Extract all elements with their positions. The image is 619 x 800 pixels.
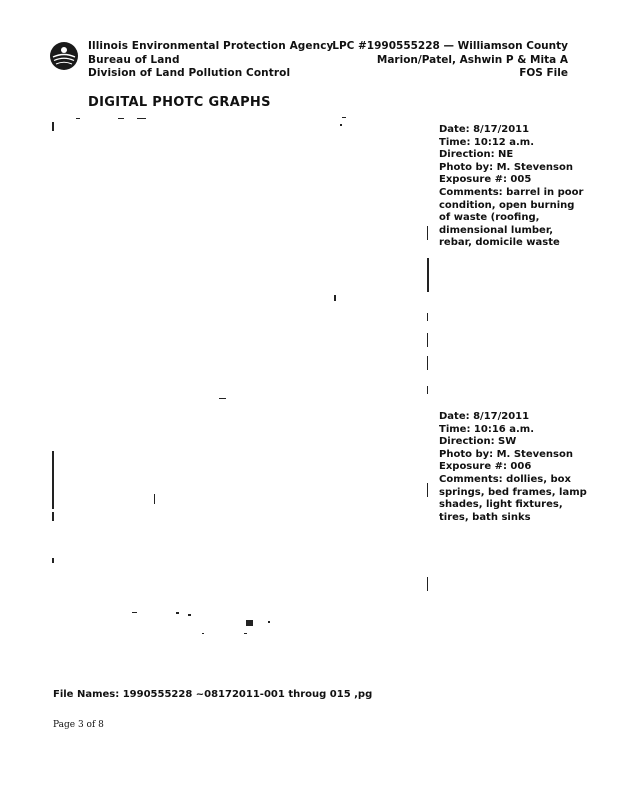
page-title: DIGITAL PHOTC GRAPHS	[88, 95, 271, 110]
scan-artifact	[188, 614, 191, 616]
scan-artifact	[427, 356, 428, 370]
photo-1-exposure: Exposure #: 005	[439, 174, 532, 186]
photo-2-comments: Comments: dollies, box springs, bed frames, lamp shades, light fixtures, tires, bath sinks	[439, 473, 587, 523]
photo-2-direction: Direction: SW	[439, 436, 517, 448]
scan-artifact	[137, 118, 146, 119]
scan-artifact	[340, 124, 342, 126]
photo-2-caption	[439, 411, 589, 524]
agency-header	[88, 40, 333, 81]
scan-artifact	[334, 295, 336, 301]
scan-artifact	[268, 621, 270, 623]
scan-artifact	[118, 118, 124, 119]
scan-artifact	[52, 558, 54, 563]
scan-artifact	[427, 577, 428, 591]
scan-artifact	[52, 451, 54, 509]
photo-2-time: Time: 10:16 a.m.	[439, 423, 535, 435]
photo-1-direction: Direction: NE	[439, 149, 514, 161]
scan-artifact	[427, 333, 428, 347]
photo-1-photographer: Photo by: M. Stevenson	[439, 161, 573, 173]
scan-artifact	[202, 633, 204, 634]
photo-1-area	[50, 115, 430, 400]
scan-artifact	[427, 258, 429, 292]
bureau-name: Bureau of Land	[88, 53, 180, 66]
photo-1-time: Time: 10:12 a.m.	[439, 136, 535, 148]
scan-artifact	[246, 620, 253, 626]
scan-artifact	[52, 122, 54, 131]
agency-name: Illinois Environmental Protection Agency	[88, 40, 334, 52]
scan-artifact	[427, 226, 428, 240]
scan-artifact	[342, 117, 346, 118]
file-type: FOS File	[519, 67, 568, 79]
scan-artifact	[427, 483, 428, 497]
file-names: File Names: 1990555228 ~08172011-001 throug 015 ,pg	[53, 689, 373, 700]
scan-artifact	[244, 633, 247, 634]
scan-artifact	[427, 313, 428, 321]
scan-artifact	[132, 612, 137, 613]
scan-artifact	[76, 118, 80, 119]
photo-2-area	[50, 405, 430, 645]
scan-artifact	[176, 612, 179, 614]
agency-logo-icon	[49, 41, 79, 71]
scan-artifact	[219, 398, 226, 399]
photo-2-exposure: Exposure #: 006	[439, 461, 532, 473]
photo-1-caption	[439, 124, 589, 250]
site-header	[332, 40, 568, 81]
lpc-number: LPC #1990555228 — Williamson County	[332, 40, 568, 52]
page-number: Page 3 of 8	[53, 720, 104, 730]
site-name: Marion/Patel, Ashwin P & Mita A	[376, 53, 568, 66]
scan-artifact	[154, 494, 155, 504]
photo-2-photographer: Photo by: M. Stevenson	[439, 448, 573, 460]
division-name: Division of Land Pollution Control	[88, 67, 291, 79]
scan-artifact	[52, 512, 54, 521]
scan-artifact	[427, 386, 428, 394]
photo-1-comments: Comments: barrel in poor condition, open burning of waste (roofing, dimensional lumber, rebar, domicile waste	[439, 186, 584, 249]
photo-2-date: Date: 8/17/2011	[439, 411, 530, 422]
photo-1-date: Date: 8/17/2011	[439, 124, 530, 135]
